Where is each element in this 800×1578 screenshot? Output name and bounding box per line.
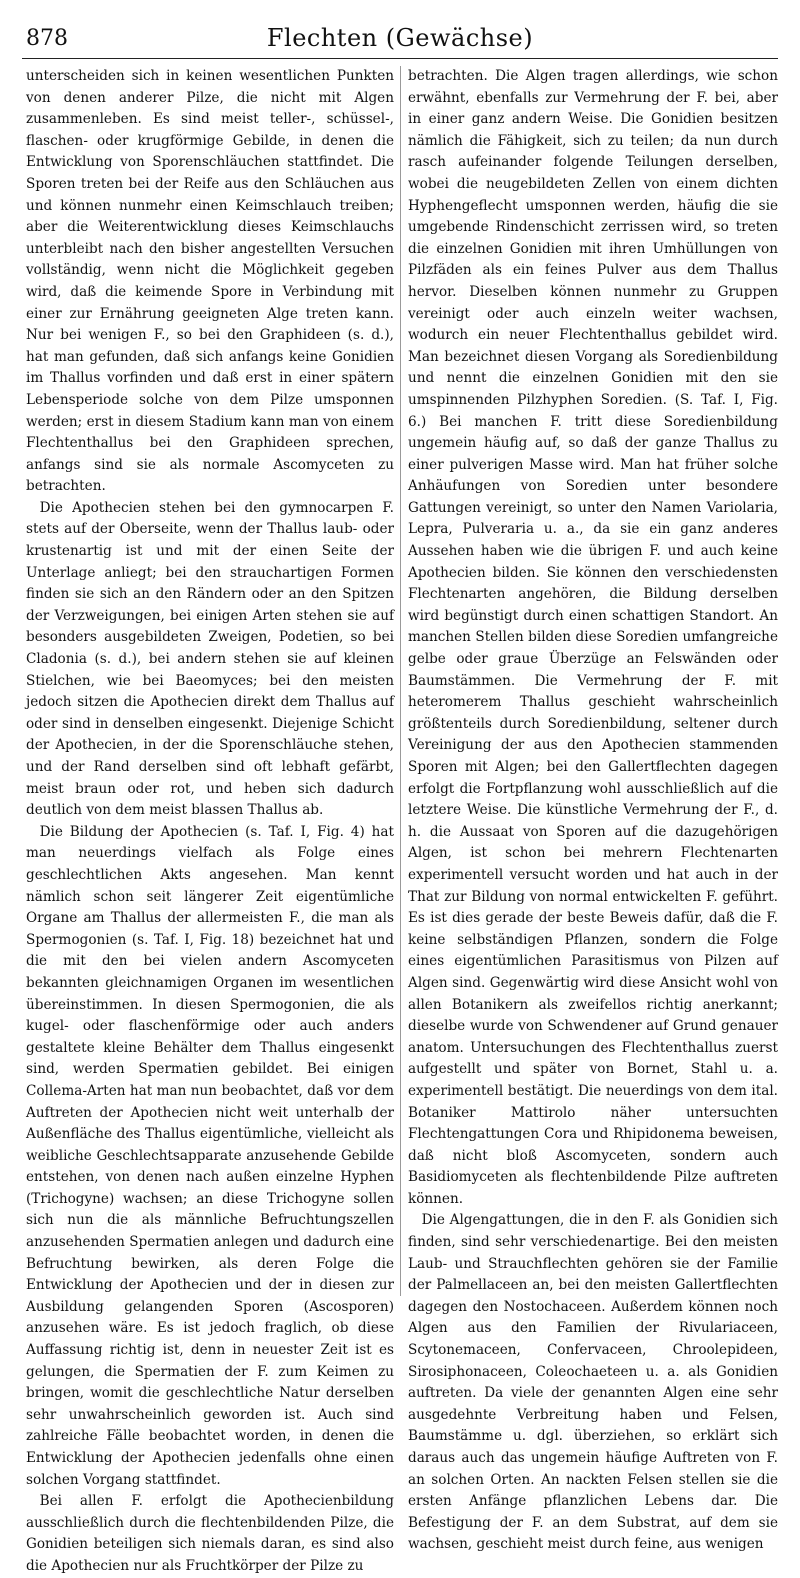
paragraph: betrachten. Die Algen tragen allerdings, wie schon erwähnt, ebenfalls zur Vermehrung der F. bei, aber in einer ganz andern Weise. Die Gonidien besitzen nämlich die Fähigkeit, sich zu teilen; da nun durch rasch aufeinander folgende Teilungen derselben, wobei die neugebildeten Zellen von einem dichten Hyphengeflecht umsponnen werden, häufig die sie umgebende Rindenschicht zerrissen wird, so treten die einzelnen Gonidien mit ihren Umhüllungen von Pilzfäden als ein feines Pulver aus dem Thallus hervor. Dieselben können nunmehr zu Gruppen vereinigt oder auch einzeln weiter wachsen, wodurch ein neuer Flechtenthallus gebildet wird. Man bezeichnet diesen Vorgang als Soredienbildung und nennt die einzelnen Gonidien mit den sie umspinnenden Pilzhyphen Soredien. (S. Taf. I, Fig. 6.) Bei manchen F. tritt diese Soredienbildung ungemein häufig auf, so daß der ganze Thallus zu einer pulverigen Masse wird. Man hat früher solche Anhäufungen von Soredien unter besondere Gattungen vereinigt, so unter den Namen Variolaria, Lepra, Pulveraria u. a., da sie ein ganz anderes Aussehen haben wie die übrigen F. und auch keine Apothecien bilden. Sie können den verschiedensten Flechtenarten angehören, die Bildung derselben wird begünstigt durch einen schattigen Standort. An manchen Stellen bilden diese Soredien umfangreiche gelbe oder graue Überzüge an Felswänden oder Baumstämmen. Die Vermehrung der F. mit heteromerem Thallus geschieht wahrscheinlich größtenteils durch Soredienbildung, seltener durch Vereinigung der aus den Apothecien stammenden Sporen mit Algen; bei den Gallertflechten dagegen erfolgt die Fortpflanzung wohl ausschließlich auf die letztere Weise. Die künstliche Vermehrung der F., d. h. die Aussaat von Sporen auf die dazugehörigen Algen, ist schon bei mehrern Flechtenarten experimentell versucht worden und hat auch in der That zur Bildung von normal entwickelten F. geführt. Es ist dies gerade der beste Beweis dafür, daß die F. keine selbständigen Pflanzen, sondern die Folge eines eigentümlichen Parasitismus von Pilzen auf Algen sind. Gegenwärtig wird diese Ansicht wohl von allen Botanikern als zweifellos richtig anerkannt; dieselbe wurde von Schwendener auf Grund genauer anatom. Untersuchungen des Flechtenthallus zuerst aufgestellt und später von Bornet, Stahl u. a. experimentell bestätigt. Die neuerdings von dem ital. Botaniker Mattirolo näher untersuchten Flechtengattungen Cora und Rhipidonema beweisen, daß nicht bloß Ascomyceten, sondern auch Basidiomyceten als flechtenbildende Pilze auftreten können. bbox=[408, 68, 778, 1207]
paragraph: Die Apothecien stehen bei den gymnocarpen F. stets auf der Oberseite, wenn der Thallus laub- oder krustenartig ist und mit der einen Seite der Unterlage anliegt; bei den strauchartigen Formen finden sie sich an den Rändern oder an den Spitzen der Verzweigungen, bei einigen Arten stehen sie auf besonders ausgebildeten Zweigen, Podetien, so bei Cladonia (s. d.), bei andern stehen sie auf kleinen Stielchen, wie bei Baeomyces; bei den meisten jedoch sitzen die Apothecien direkt dem Thallus auf oder sind in denselben eingesenkt. Diejenige Schicht der Apothecien, in der die Sporenschläuche stehen, und der Rand derselben sind oft lebhaft gefärbt, meist braun oder rot, und heben sich dadurch deutlich von dem meist blassen Thallus ab. bbox=[26, 499, 394, 819]
running-title: Flechten (Gewächse) bbox=[266, 24, 534, 52]
paragraph: Bei allen F. erfolgt die Apothecienbildung ausschließlich durch die flechtenbildenden Pilze, die Gonidien beteiligen sich niemals daran, es sind also die Apothecien nur als Fruchtkörper der Pilze zu bbox=[26, 1493, 394, 1574]
left-column bbox=[26, 66, 394, 1574]
right-column bbox=[408, 66, 778, 1553]
paragraph: Die Algengattungen, die in den F. als Gonidien sich finden, sind sehr verschiedenartige. Bei den meisten Laub- und Strauchflechten gehören sie der Familie der Palmellaceen an, bei den meisten Gallertflechten dagegen den Nostochaceen. Außerdem können noch Algen aus den Familien der Rivulariaceen, Scytonemaceen, Confervaceen, Chroolepideen, Sirosiphonaceen, Coleochaeteen u. a. als Gonidien auftreten. Da viele der genannten Algen eine sehr ausgedehnte Verbreitung haben und Felsen, Baumstämme u. dgl. überziehen, so erklärt sich daraus auch das ungemein häufige Auftreten von F. an solchen Orten. An nackten Felsen stellen sie die ersten Anfänge pflanzlichen Lebens dar. Die Befestigung der F. an dem Substrat, auf dem sie wachsen, geschieht meist durch feine, aus wenigen bbox=[408, 1212, 778, 1553]
column-divider bbox=[400, 66, 401, 1296]
paragraph: Die Bildung der Apothecien (s. Taf. I, Fig. 4) hat man neuerdings vielfach als Folge eines geschlechtlichen Akts angesehen. Man kennt nämlich schon seit längerer Zeit eigentümliche Organe am Thallus der allermeisten F., die man als Spermogonien (s. Taf. I, Fig. 18) bezeichnet hat und die mit den bei vielen andern Ascomyceten bekannten gleichnamigen Organen im wesentlichen übereinstimmen. In diesen Spermogonien, die als kugel- oder flaschenförmige oder auch anders gestaltete kleine Behälter dem Thallus eingesenkt sind, werden Spermatien gebildet. Bei einigen Collema-Arten hat man nun beobachtet, daß vor dem Auftreten der Apothecien nicht weit unterhalb der Außenfläche des Thallus eigentümliche, vielleicht als weibliche Geschlechtsapparate anzusehende Gebilde entstehen, von denen nach außen einzelne Hyphen (Trichogyne) wachsen; an diese Trichogyne sollen sich nun die als männliche Befruchtungszellen anzusehenden Spermatien anlegen und dadurch eine Befruchtung bewirken, als deren Folge die Entwicklung der Apothecien und der in diesen zur Ausbildung gelangenden Sporen (Ascosporen) anzusehen wäre. Es ist jedoch fraglich, ob diese Auffassung richtig ist, denn in neuester Zeit ist es gelungen, die Spermatien der F. zum Keimen zu bringen, womit die geschlechtliche Natur derselben sehr unwahrscheinlich geworden ist. Auch sind zahlreiche Fälle beobachtet worden, in denen die Entwicklung der Apothecien jedenfalls ohne einen solchen Vorgang stattfindet. bbox=[26, 823, 394, 1488]
page-header bbox=[22, 18, 778, 59]
page-number: 878 bbox=[26, 26, 68, 51]
paragraph: unterscheiden sich in keinen wesentlichen Punkten von denen anderer Pilze, die nicht mit Algen zusammenleben. Es sind meist teller-, schüssel-, flaschen- oder krugförmige Gebilde, in denen die Entwicklung von Sporenschläuchen stattfindet. Die Sporen treten bei der Reife aus den Schläuchen aus und können nunmehr einen Keimschlauch treiben; aber die Weiterentwicklung dieses Keimschlauchs unterbleibt nach den bisher angestellten Versuchen vollständig, wenn nicht die Möglichkeit gegeben wird, daß die keimende Spore in Verbindung mit einer zur Ernährung geeigneten Alge treten kann. Nur bei wenigen F., so bei den Graphideen (s. d.), hat man gefunden, daß sich anfangs keine Gonidien im Thallus vorfinden und daß erst in einer spätern Lebensperiode solche von dem Pilze umsponnen werden; erst in diesem Stadium kann man von einem Flechtenthallus bei den Graphideen sprechen, anfangs sind sie als normale Ascomyceten zu betrachten. bbox=[26, 68, 394, 495]
